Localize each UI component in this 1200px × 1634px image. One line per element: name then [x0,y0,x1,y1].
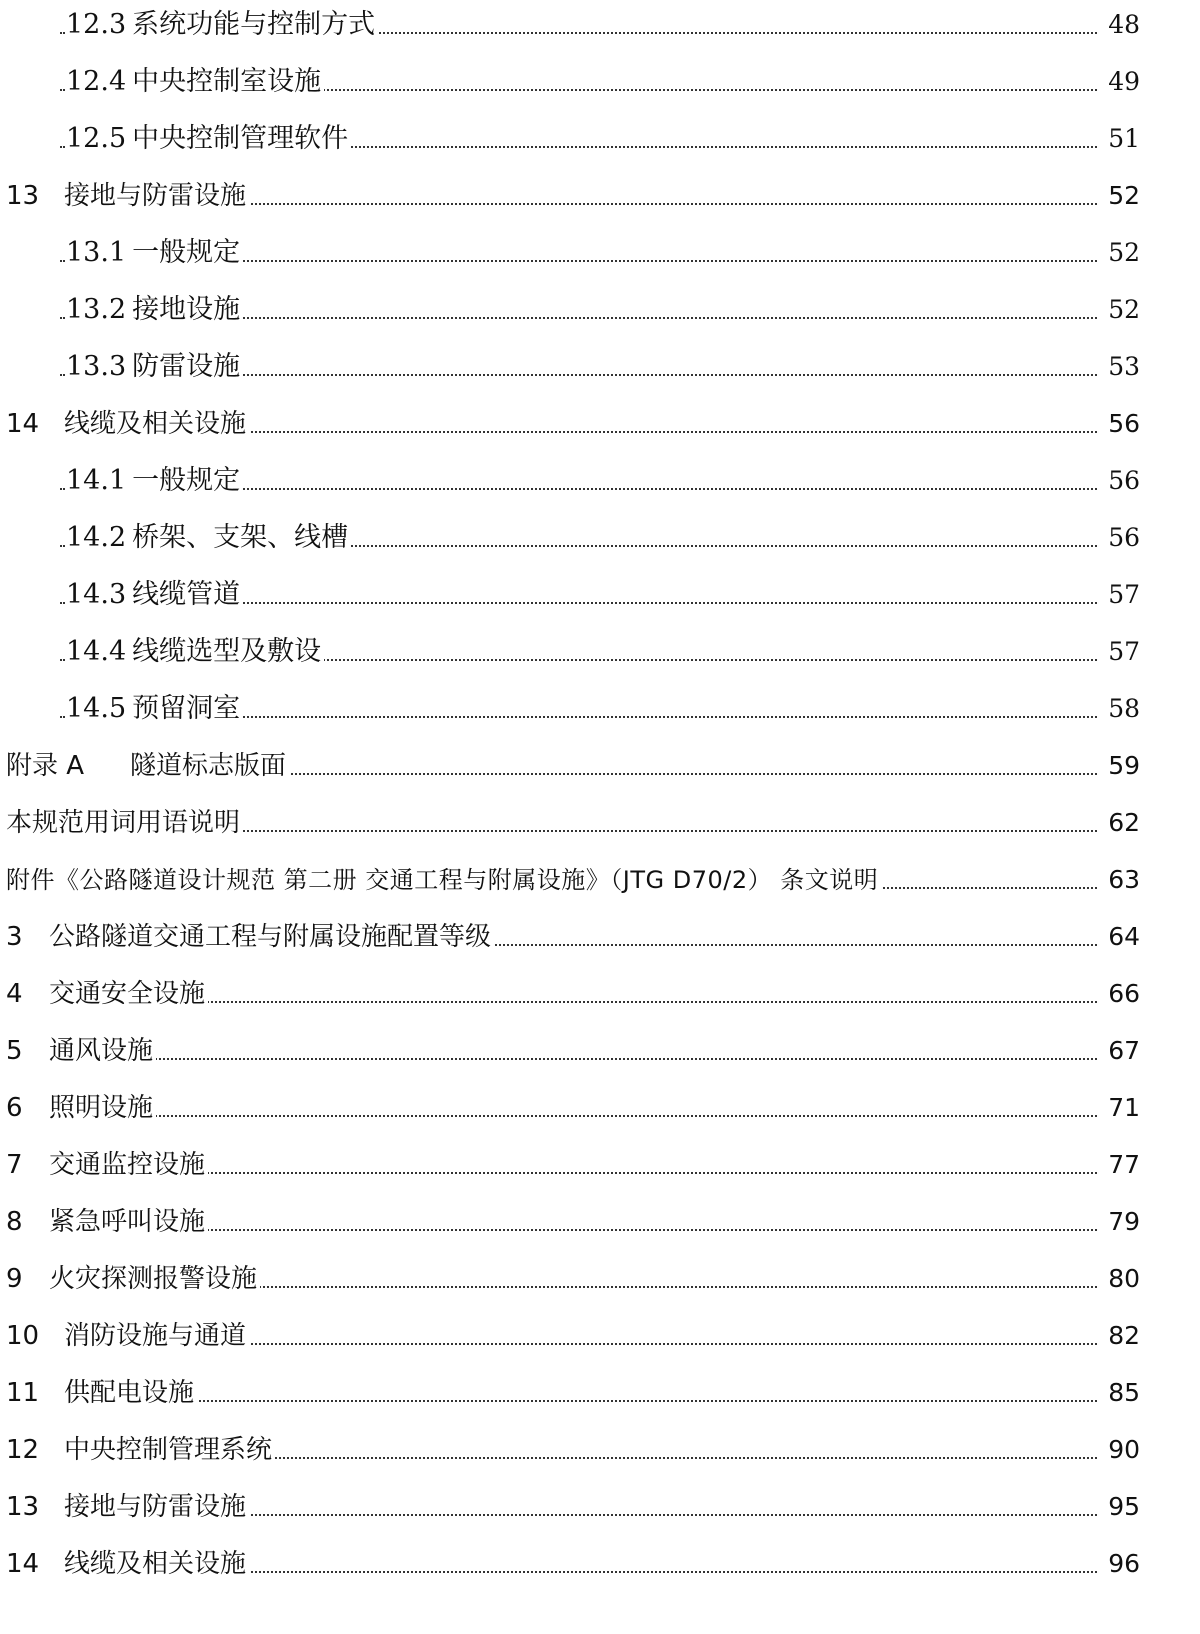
toc-entry-number: 4 [6,979,23,1009]
toc-entry-text: 通风设施 [49,1036,154,1066]
toc-entry-text: 中央控制室设施 [132,66,322,97]
toc-entry-text: 预留洞室 [132,693,241,724]
toc-entry-text: 线缆及相关设施 [64,1549,247,1579]
toc-entry-page: 63 [1098,860,1140,900]
toc-entry-text: 一般规定 [132,465,241,496]
toc-entry[interactable] [0,176,1200,216]
toc-entry-title [6,1316,249,1356]
toc-entry-text: 照明设施 [49,1093,154,1123]
toc-entry-title [6,1487,249,1527]
toc-entry-title [66,119,351,159]
toc-entry-text: 中央控制管理系统 [64,1435,273,1465]
toc-entry[interactable] [0,1373,1200,1413]
toc-entry-number: 3 [6,922,23,952]
toc-entry-page: 56 [1098,404,1140,444]
toc-entry-page: 53 [1098,347,1140,387]
toc-entry-title [66,461,243,501]
toc-entry-text: 供配电设施 [64,1378,195,1408]
toc-entry-title [66,290,243,330]
toc-entry-number: 14.1 [66,465,127,496]
toc-entry-page: 80 [1098,1259,1140,1299]
toc-entry-title [6,974,208,1014]
toc-entry-title [66,347,243,387]
toc-entry-title [6,176,249,216]
toc-leader-dots [60,1058,1100,1060]
toc-entry[interactable] [0,1430,1200,1470]
toc-entry[interactable] [0,347,1200,387]
toc-entry[interactable] [0,1544,1200,1584]
toc-entry-text: 接地与防雷设施 [64,1492,247,1522]
toc-entry-page: 62 [1098,803,1140,843]
toc-entry-title [6,746,289,786]
toc-entry-text: 公路隧道交通工程与附属设施配置等级 [49,922,492,952]
toc-entry-page: 90 [1098,1430,1140,1470]
toc-entry-page: 79 [1098,1202,1140,1242]
toc-leader-dots [60,1400,1100,1402]
toc-entry-title [66,575,243,615]
toc-entry-page: 52 [1098,290,1140,330]
toc-entry-text: 接地设施 [132,294,241,325]
toc-entry-text: 附件《公路隧道设计规范 第二册 交通工程与附属设施》（JTG D70/2） 条文说明 [6,866,879,894]
toc-entry-text: 中央控制管理软件 [132,123,349,154]
toc-entry-number: 12.4 [66,66,127,97]
toc-entry[interactable] [0,917,1200,957]
toc-entry-page: 85 [1098,1373,1140,1413]
toc-entry-page: 58 [1098,689,1140,729]
toc-entry-number: 14.3 [66,579,127,610]
toc-entry-text: 交通安全设施 [49,979,206,1009]
toc-entry-page: 52 [1098,233,1140,273]
toc-entry-text: 防雷设施 [132,351,241,382]
toc-entry-page: 96 [1098,1544,1140,1584]
toc-entry-text: 交通监控设施 [49,1150,206,1180]
toc-entry-number: 12 [6,1435,40,1465]
toc-entry[interactable] [0,1145,1200,1185]
toc-entry[interactable] [0,1031,1200,1071]
toc-entry-title [6,1202,208,1242]
toc-entry-number: 14.4 [66,636,127,667]
toc-entry[interactable] [0,689,1200,729]
toc-entry-title [6,1259,260,1299]
toc-entry-page: 77 [1098,1145,1140,1185]
toc-entry-number: 12.5 [66,123,127,154]
toc-entry[interactable] [0,119,1200,159]
toc-entry[interactable] [0,746,1200,786]
toc-entry-text: 一般规定 [132,237,241,268]
toc-entry-text: 隧道标志版面 [130,751,287,781]
toc-entry-text: 线缆选型及敷设 [132,636,322,667]
toc-entry-number: 附录 A [6,751,85,781]
toc-entry-number: 11 [6,1378,40,1408]
toc-entry-title [66,689,243,729]
toc-entry-number: 14.5 [66,693,127,724]
toc-leader-dots [60,1172,1100,1174]
toc-entry[interactable] [0,1202,1200,1242]
toc-entry[interactable] [0,974,1200,1014]
toc-entry-text: 火灾探测报警设施 [49,1264,258,1294]
toc-entry-number: 13.2 [66,294,127,325]
toc-entry-page: 71 [1098,1088,1140,1128]
toc-entry-page: 59 [1098,746,1140,786]
toc-entry-title [66,632,324,672]
toc-entry[interactable] [0,62,1200,102]
toc-entry-number: 13 [6,1492,40,1522]
toc-entry-text: 接地与防雷设施 [64,181,247,211]
toc-entry[interactable] [0,803,1200,843]
toc-entry-text: 紧急呼叫设施 [49,1207,206,1237]
toc-entry-page: 57 [1098,632,1140,672]
toc-entry-title [66,518,351,558]
toc-entry-title [6,917,494,957]
toc-entry-number: 5 [6,1036,23,1066]
toc-entry[interactable] [0,1316,1200,1356]
toc-entry-text: 线缆及相关设施 [64,409,247,439]
toc-entry-title [66,62,324,102]
toc-leader-dots [60,1229,1100,1231]
toc-entry[interactable] [0,518,1200,558]
toc-entry-title [6,1544,249,1584]
toc-entry[interactable] [0,1259,1200,1299]
toc-entry-number: 13 [6,181,40,211]
toc-entry[interactable] [0,632,1200,672]
toc-entry-title [6,803,243,843]
toc-entry-number: 6 [6,1093,23,1123]
toc-entry-page: 82 [1098,1316,1140,1356]
toc-entry-number: 14 [6,1549,40,1579]
toc-entry-text: 桥架、支架、线槽 [132,522,349,553]
toc-entry-title [66,233,243,273]
toc-entry-number: 7 [6,1150,23,1180]
toc-entry-title [6,1373,197,1413]
toc-leader-dots [60,1115,1100,1117]
toc-leader-dots [60,1001,1100,1003]
toc-entry-text: 本规范用词用语说明 [6,808,241,838]
toc-entry-number: 14 [6,409,40,439]
toc-entry-text: 系统功能与控制方式 [132,9,376,40]
toc-entry-title [66,5,378,45]
toc-entry-text: 消防设施与通道 [64,1321,247,1351]
toc-entry[interactable] [0,5,1200,45]
toc-entry[interactable] [0,1487,1200,1527]
toc-entry-title [6,860,881,900]
toc-entry-number: 13.3 [66,351,127,382]
toc-entry-number: 10 [6,1321,40,1351]
toc-entry-title [6,1430,275,1470]
toc-entry-title [6,404,249,444]
toc-entry[interactable] [0,290,1200,330]
toc-entry-page: 49 [1098,62,1140,102]
toc-entry-page: 67 [1098,1031,1140,1071]
toc-entry[interactable] [0,1088,1200,1128]
toc-entry-number: 8 [6,1207,23,1237]
toc-entry-page: 52 [1098,176,1140,216]
toc-entry-number: 13.1 [66,237,127,268]
toc-entry-title [6,1088,156,1128]
toc-entry-page: 56 [1098,518,1140,558]
toc-entry-page: 66 [1098,974,1140,1014]
toc-entry-page: 64 [1098,917,1140,957]
toc-entry-page: 51 [1098,119,1140,159]
toc-entry[interactable] [0,461,1200,501]
toc-entry[interactable] [0,575,1200,615]
toc-entry-page: 95 [1098,1487,1140,1527]
toc-entry[interactable] [0,233,1200,273]
toc-entry-number: 12.3 [66,9,127,40]
toc-entry-text: 线缆管道 [132,579,241,610]
toc-entry-page: 56 [1098,461,1140,501]
toc-entry-page: 48 [1098,5,1140,45]
toc-entry[interactable] [0,404,1200,444]
toc-entry[interactable] [0,860,1200,900]
toc-entry-number: 9 [6,1264,23,1294]
toc-entry-number: 14.2 [66,522,127,553]
toc-entry-page: 57 [1098,575,1140,615]
toc-entry-title [6,1145,208,1185]
toc-entry-title [6,1031,156,1071]
